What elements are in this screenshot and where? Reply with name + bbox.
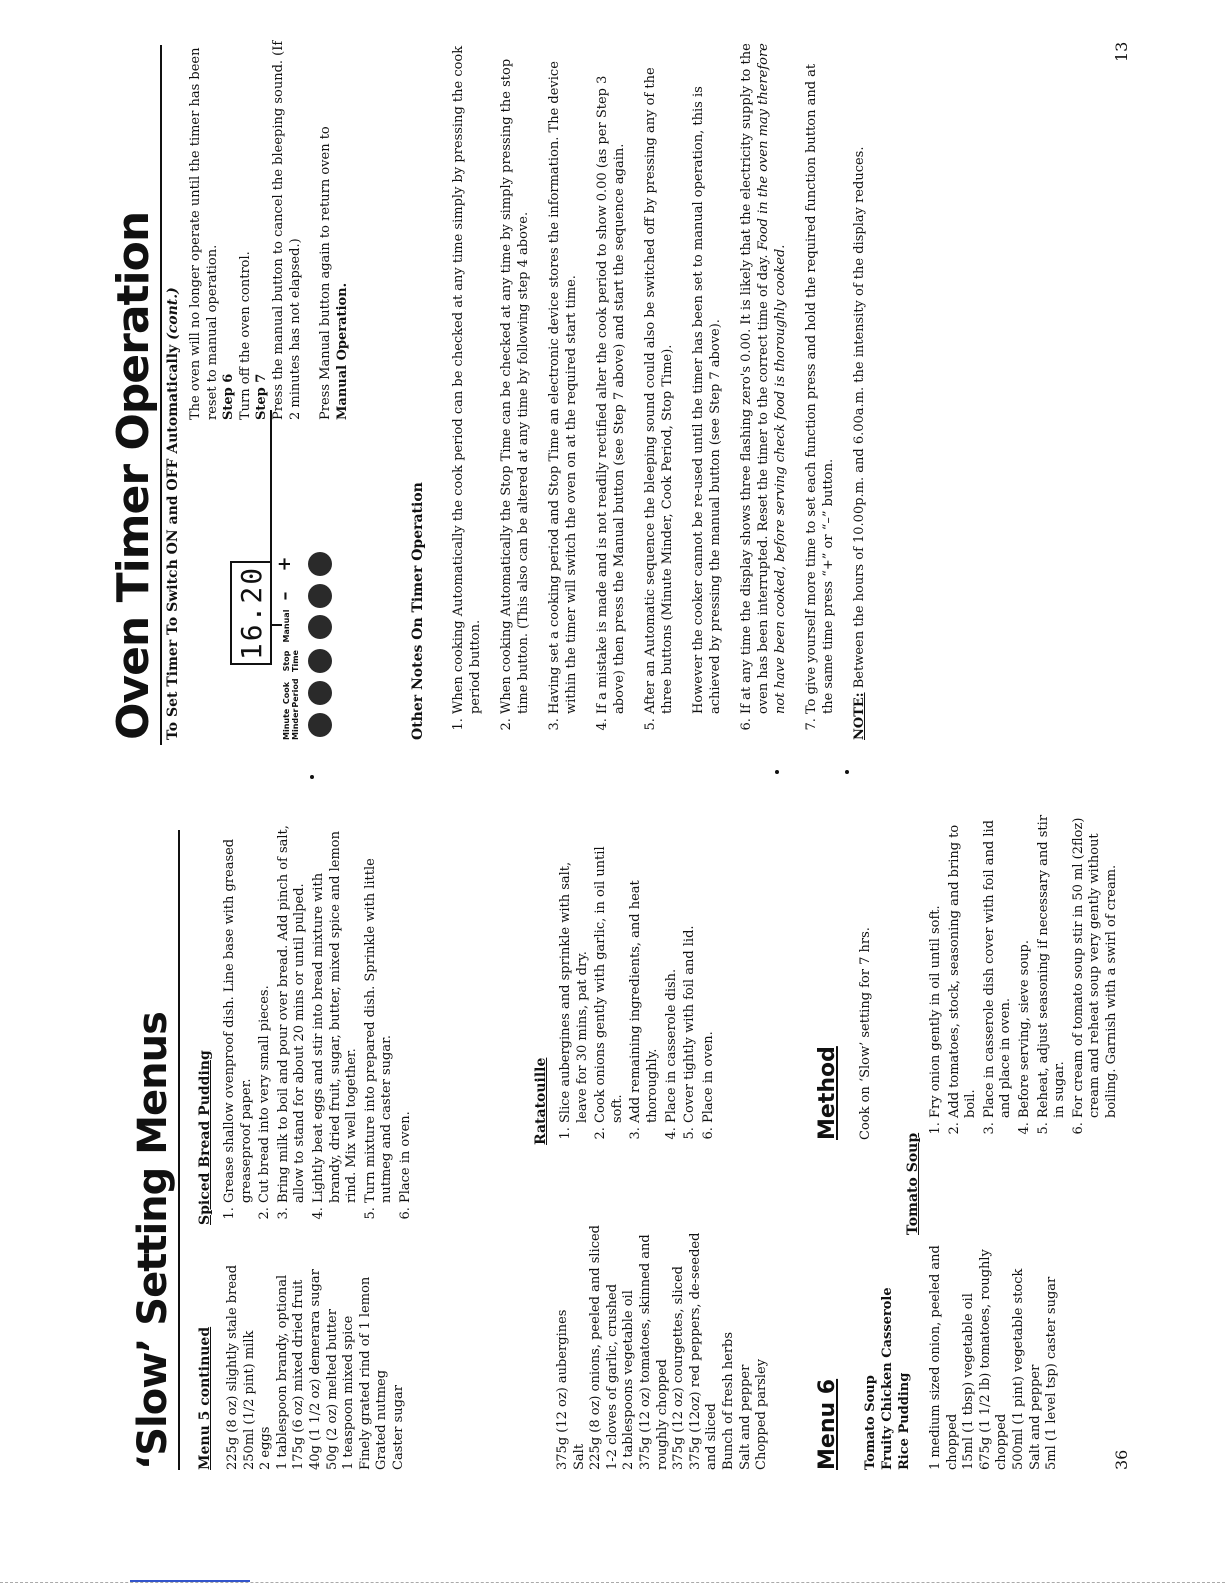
note-text: After an Automatic sequence the bleeping sound could also be switched off by pressing any of the three buttons (Minute Minder, Cook Period, Stop Time). [643, 67, 675, 714]
menu-item: Tomato Soup [863, 1375, 878, 1470]
ingredient: 40g (1 1/2 oz) demerara sugar [307, 1269, 323, 1470]
right-title-rule [160, 45, 162, 745]
method-step: 3. Bring milk to boil and pour over bread. Add pinch of salt, allow to stand for about 20 mins or until pulped. [276, 825, 309, 1203]
method-step: 3. Place in casserole dish cover with foil and lid and place in oven. [982, 810, 1015, 1118]
ingredient: 15ml (1 tbsp) vegetable oil [961, 1293, 977, 1470]
step7-label: Step 7 [254, 373, 270, 420]
method-step: 4. Before serving, sieve soup. [1017, 810, 1034, 1118]
note-italic: Food in the oven may therefore not have been cooked, before serving check food is thoroughly cooked. [756, 43, 788, 714]
method-step: 6. Place in oven. [398, 825, 415, 1203]
right-page-title: Oven Timer Operation [108, 211, 159, 740]
ingredient: Chopped parsley [754, 1358, 770, 1470]
ingredient: 250ml (1/2 pint) milk [241, 1330, 257, 1470]
pointer-line-icon [270, 410, 272, 626]
note-item: 7. To give yourself more time to set each function press and hold the required function button and at the same time press “+” or “–” button. [803, 40, 837, 714]
ingredient: 375g (12 oz) courgettes, sliced [671, 1266, 687, 1470]
step6-label: Step 6 [221, 373, 237, 420]
step7-text: Press the manual button to cancel the bleeping sound. (If 2 minutes has not elapsed.) [270, 40, 303, 420]
label-manual: Manual [282, 609, 291, 643]
label-minute-minder: Minute Minder [282, 708, 300, 740]
left-page-number: 36 [1112, 1449, 1131, 1470]
page-edge-line [0, 1582, 1225, 1584]
ingredient: 2 tablespoons vegetable oil [621, 1290, 637, 1470]
timer-display: 16.20 [230, 561, 272, 665]
left-page-title: ‘Slow’ Setting Menus [130, 1012, 176, 1470]
ingredient: 1 teaspoon mixed spice [341, 1315, 357, 1470]
ratatouille-heading: Ratatouille [533, 1057, 549, 1145]
cook-period-button-icon [308, 681, 332, 705]
bread-method [222, 825, 417, 1225]
ingredient: 175g (6 oz) mixed dried fruit [291, 1279, 307, 1470]
ingredient: 375g (12 oz) tomatoes, skinned and roughly chopped [637, 1234, 670, 1470]
right-page-number: 13 [1112, 41, 1131, 62]
menu5-heading: Menu 5 continued [197, 1326, 213, 1470]
ingredient: 500ml (1 pint) vegetable stock [1010, 1268, 1026, 1470]
ingredient: Grated nutmeg [374, 1369, 390, 1470]
ingredient: Bunch of fresh herbs [720, 1331, 736, 1470]
note-item [642, 40, 724, 714]
timer-subheading [165, 60, 181, 740]
method-step: 5. Cover tightly with foil and lid. [682, 845, 699, 1123]
label-minus: – [274, 591, 295, 601]
method-step: 5. Turn mixture into prepared dish. Sprinkle with little nutmeg and caster sugar. [363, 825, 396, 1203]
method-text: Cook on ‘Slow’ setting for 7 hrs. [858, 927, 873, 1140]
menu-item: Rice Pudding [897, 1372, 912, 1470]
notes-heading: Other Notes On Timer Operation [410, 482, 426, 740]
method-step: 2. Add tomatoes, stock, seasoning and bring to boil. [947, 810, 980, 1118]
ingredient: 1-2 cloves of garlic, crushed [604, 1283, 620, 1470]
method-step: 4. Place in casserole dish. [664, 845, 681, 1123]
timer-steps [188, 40, 351, 420]
method-step: 2. Cook onions gently with garlic, in oil until soft. [593, 845, 626, 1123]
step-intro: The oven will no longer operate until the timer has been reset to manual operation. [188, 47, 220, 420]
manual-text: Press Manual button again to return oven to [318, 126, 334, 420]
label-plus: + [274, 556, 295, 572]
soup-heading: Tomato Soup [905, 1132, 921, 1235]
method-step: 2. Cut bread into very small pieces. [257, 825, 274, 1203]
subheading-cont: (cont.) [165, 287, 181, 340]
minute-minder-button-icon [308, 713, 332, 737]
timer-notes [450, 40, 868, 740]
soup-ingredients [928, 1210, 1061, 1470]
ingredient: 5ml (1 level tsp) caster sugar [1044, 1276, 1060, 1470]
method-step: 6. For cream of tomato soup stir in 50 ml (2floz) cream and reheat soup very gently without boiling. Garnish with a swirl of cream. [1071, 810, 1121, 1118]
method-step: 1. Fry onion gently in oil until soft. [928, 810, 945, 1118]
manual-button-icon [308, 615, 332, 639]
scan-mark [310, 775, 314, 779]
stop-time-button-icon [308, 649, 332, 673]
ingredient: Salt and pepper [737, 1364, 753, 1470]
method-step: 1. Slice aubergines and sprinkle with salt, leave for 30 mins, pat dry. [558, 845, 591, 1123]
method-step: 4. Lightly beat eggs and stir into bread mixture with brandy, dried fruit, sugar, butter, mixed spice and lemon rind. Mix well together. [311, 825, 361, 1203]
timer-control-panel [230, 410, 340, 740]
bread-ingredients [225, 1225, 408, 1470]
plus-button-icon [308, 552, 332, 576]
method-step: 1. Grease shallow ovenproof dish. Line base with greased greaseproof paper. [222, 825, 255, 1203]
note-text: If at any time the display shows three flashing zero's 0.00. It is likely that the electricity supply to the oven has been interrupted. Reset the timer to the correct time of day. [739, 43, 771, 714]
note-item: 3. Having set a cooking period and Stop Time an electronic device stores the information. The device within the timer will switch the oven on at the required start time. [546, 40, 580, 714]
note-body: Between the hours of 10.00p.m. and 6.00a.m. the intensity of the display reduces. [852, 146, 867, 689]
ingredient: 675g (1 1/2 lb) tomatoes, roughly chopped [977, 1249, 1010, 1470]
left-title-rule [178, 830, 180, 1470]
ingredient: Caster sugar [390, 1385, 406, 1470]
ingredient: 375g (12oz) red peppers, de-seeded and sliced [687, 1232, 720, 1470]
subheading-text: To Set Timer To Switch ON and OFF Automatically [165, 344, 181, 740]
note-label: NOTE: [852, 692, 867, 740]
ingredient: 1 tablespoon brandy, optional [274, 1274, 290, 1470]
page-edge-marker [130, 1580, 250, 1582]
soup-method [928, 810, 1123, 1140]
method-step: 3. Add remaining ingredients, and heat thoroughly. [628, 845, 661, 1123]
ingredient: Salt [571, 1443, 587, 1470]
menu6-heading: Menu 6 [815, 1378, 840, 1470]
menu6-items [862, 1220, 913, 1470]
manual-operation: Manual Operation. [334, 282, 350, 420]
scan-mark [845, 770, 849, 774]
ingredient: Salt and pepper [1027, 1364, 1043, 1470]
scan-mark [775, 770, 779, 774]
ingredient: 50g (2 oz) melted butter [324, 1309, 340, 1470]
label-cook-period: Cook Period [282, 678, 300, 708]
note-text: However the cooker cannot be re-used until the timer has been set to manual operation, this is achieved by pressing the manual button (see Step 7 above). [691, 86, 723, 714]
label-stop-time: Stop Time [282, 650, 300, 672]
note-item: 1. When cooking Automatically the cook period can be checked at any time simply by pressing the cook period button. [450, 40, 484, 714]
ingredient: 1 medium sized onion, peeled and chopped [928, 1245, 960, 1470]
note-item: 4. If a mistake is made and is not readily rectified alter the cook period to show 0.00 (as per Step 3 above) then press the Manual button (see Step 7 above) and start the sequence again. [594, 40, 628, 714]
display-note [851, 40, 868, 740]
method-step: 5. Reheat, adjust seasoning if necessary and stir in sugar. [1036, 810, 1069, 1118]
bread-heading: Spiced Bread Pudding [197, 1050, 213, 1225]
ratatouille-method [558, 845, 719, 1145]
ratatouille-ingredients [555, 1210, 771, 1470]
ingredient: 225g (8 oz) onions, peeled and sliced [588, 1225, 604, 1470]
ingredient: 2 eggs [258, 1426, 274, 1470]
note-item [738, 40, 789, 714]
method-heading: Method [815, 1046, 840, 1140]
ingredient: 375g (12 oz) aubergines [555, 1309, 570, 1470]
note-item: 2. When cooking Automatically the Stop Time can be checked at any time by simply pressing the stop time button. (This also can be altered at any time by following step 4 above. [498, 40, 532, 714]
method-step: 6. Place in oven. [701, 845, 718, 1123]
ingredient: Finely grated rind of 1 lemon [357, 1276, 373, 1470]
minus-button-icon [308, 584, 332, 608]
step6-text: Turn off the oven control. [237, 251, 253, 420]
ingredient: 225g (8 oz) slightly stale bread [225, 1264, 240, 1470]
menu-item: Fruity Chicken Casserole [880, 1287, 895, 1470]
